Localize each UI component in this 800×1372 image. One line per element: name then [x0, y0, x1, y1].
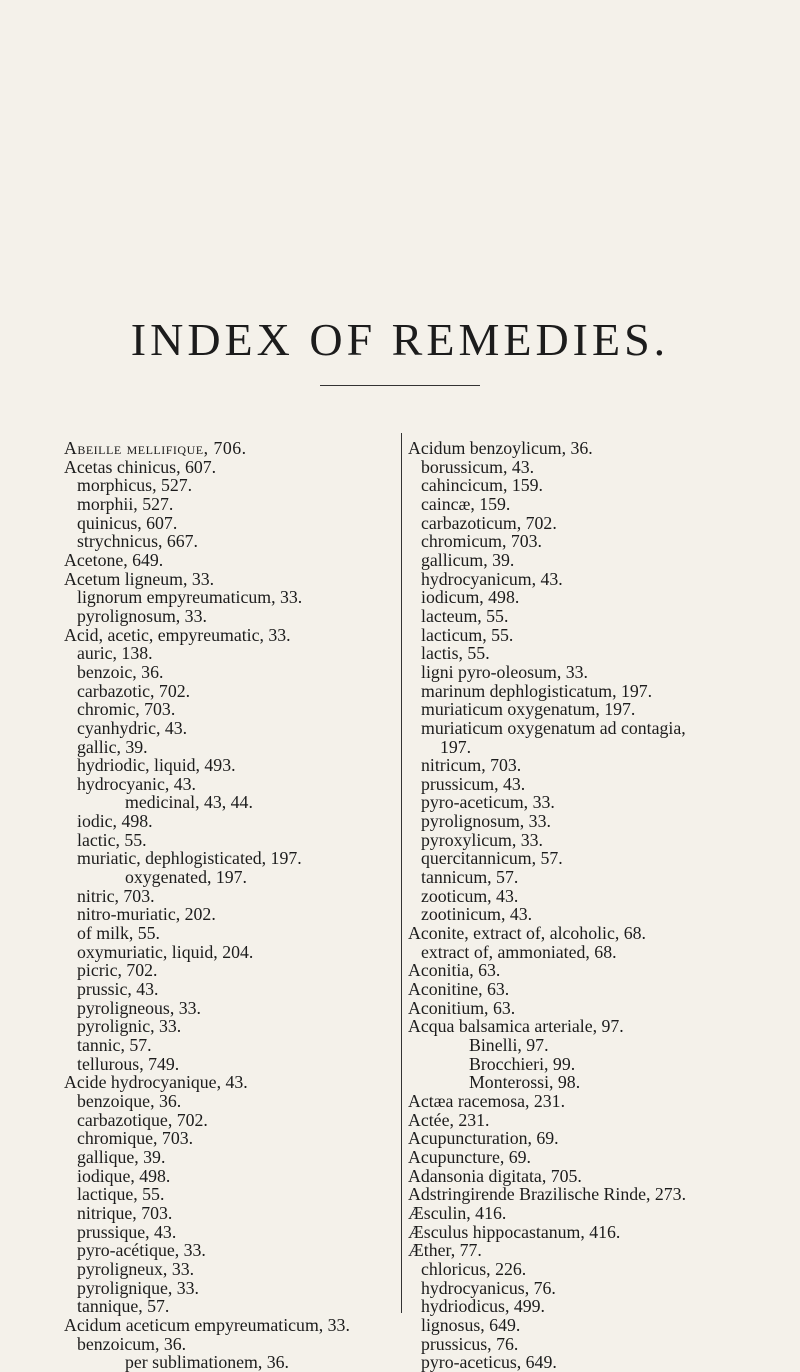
index-column-left: [64, 439, 394, 1372]
index-entry: oxymuriatic, liquid, 204.: [77, 941, 254, 962]
index-entry: gallicum, 39.: [421, 549, 515, 570]
index-entry: Abeille mellifique, 706.: [64, 438, 247, 458]
index-entry: cyanhydric, 43.: [77, 717, 188, 738]
index-entry: borussicum, 43.: [421, 456, 535, 477]
index-entry: chloricus, 226.: [421, 1258, 527, 1279]
index-entry: carbazoticum, 702.: [421, 512, 557, 533]
index-entry: marinum dephlogisticatum, 197.: [421, 680, 653, 701]
index-entry: nitric, 703.: [77, 885, 155, 906]
index-entry: benzoicum, 36.: [77, 1333, 187, 1354]
index-entry: carbazotique, 702.: [77, 1109, 208, 1130]
index-entry: extract of, ammoniated, 68.: [421, 941, 617, 962]
index-entry: per sublimationem, 36.: [125, 1352, 289, 1372]
index-entry: hydriodicus, 499.: [421, 1296, 545, 1317]
index-entry: hydrocyanicus, 76.: [421, 1277, 556, 1298]
index-entry: nitrique, 703.: [77, 1202, 173, 1223]
index-entry: Acide hydrocyanique, 43.: [64, 1072, 248, 1093]
index-entry: chromic, 703.: [77, 699, 176, 720]
index-entry: carbazotic, 702.: [77, 680, 191, 701]
index-entry: tannique, 57.: [77, 1296, 170, 1317]
index-entry: prussicum, 43.: [421, 773, 526, 794]
index-entry: Æther, 77.: [408, 1240, 482, 1261]
index-entry: Adansonia digitata, 705.: [408, 1165, 582, 1186]
index-entry: Binelli, 97.: [469, 1035, 549, 1055]
index-entry: Aconitium, 63.: [408, 997, 516, 1018]
index-entry: iodic, 498.: [77, 811, 153, 832]
index-entry: Actée, 231.: [408, 1109, 490, 1130]
index-entry: Acidum benzoylicum, 36.: [408, 438, 593, 458]
index-entry: quercitannicum, 57.: [421, 848, 563, 869]
index-entry: morphii, 527.: [77, 493, 174, 514]
index-entry: morphicus, 527.: [77, 475, 193, 496]
index-entry: pyroxylicum, 33.: [421, 829, 543, 850]
index-entry: Acetum ligneum, 33.: [64, 568, 215, 589]
index-entry: Æsculin, 416.: [408, 1202, 507, 1223]
index-entry: cahincicum, 159.: [421, 475, 543, 496]
index-entry: lactic, 55.: [77, 829, 147, 850]
index-entry: strychnicus, 667.: [77, 531, 198, 552]
index-entry: muriaticum oxygenatum ad contagia,: [421, 717, 686, 738]
index-entry: pyrolignique, 33.: [77, 1277, 199, 1298]
index-entry: pyrolignosum, 33.: [421, 811, 551, 832]
index-entry: oxygenated, 197.: [125, 867, 247, 888]
index-entry: Adstringirende Brazilische Rinde, 273.: [408, 1184, 687, 1205]
index-entry: zooticum, 43.: [421, 885, 519, 906]
index-entry: pyro-aceticus, 649.: [421, 1352, 557, 1372]
index-entry: gallique, 39.: [77, 1146, 166, 1167]
index-entry: of milk, 55.: [77, 923, 160, 944]
title-rule: [320, 385, 480, 386]
index-entry: iodicum, 498.: [421, 587, 520, 608]
index-entry: hydrocyanicum, 43.: [421, 568, 563, 589]
index-entry: Actæa racemosa, 231.: [408, 1090, 566, 1111]
index-entry: zootinicum, 43.: [421, 904, 533, 925]
index-entry: hydriodic, liquid, 493.: [77, 755, 236, 776]
index-entry: pyroligneous, 33.: [77, 997, 201, 1018]
index-entry: lacteum, 55.: [421, 605, 509, 626]
index-entry: pyro-aceticum, 33.: [421, 792, 555, 813]
index-entry: chromique, 703.: [77, 1128, 194, 1149]
index-entry: Aconitine, 63.: [408, 979, 510, 1000]
index-entry: nitricum, 703.: [421, 755, 522, 776]
index-entry: prussic, 43.: [77, 979, 159, 1000]
index-entry: medicinal, 43, 44.: [125, 792, 253, 813]
index-entry: pyrolignosum, 33.: [77, 605, 207, 626]
index-entry: chromicum, 703.: [421, 531, 542, 552]
index-entry: lactis, 55.: [421, 643, 490, 664]
index-entry: Acupuncture, 69.: [408, 1146, 531, 1167]
index-entry: tellurous, 749.: [77, 1053, 180, 1074]
index-entry: prussique, 43.: [77, 1221, 177, 1242]
index-column-right: [408, 439, 768, 1372]
index-entry: 197.: [440, 736, 472, 757]
index-entry: Brocchieri, 99.: [469, 1053, 576, 1074]
index-entry: Acetone, 649.: [64, 549, 164, 570]
index-entry: lignorum empyreumaticum, 33.: [77, 587, 303, 608]
index-entry: auric, 138.: [77, 643, 153, 664]
column-divider: [401, 433, 402, 1313]
index-entry: pyroligneux, 33.: [77, 1258, 195, 1279]
index-entry: tannicum, 57.: [421, 867, 519, 888]
index-entry: benzoic, 36.: [77, 661, 164, 682]
index-entry: caincæ, 159.: [421, 493, 511, 514]
index-entry: Monterossi, 98.: [469, 1072, 581, 1093]
index-entry: quinicus, 607.: [77, 512, 178, 533]
index-entry: prussicus, 76.: [421, 1333, 519, 1354]
index-entry: benzoique, 36.: [77, 1090, 182, 1111]
index-entry: muriatic, dephlogisticated, 197.: [77, 848, 302, 869]
index-entry: Acetas chinicus, 607.: [64, 456, 217, 477]
index-entry: lacticum, 55.: [421, 624, 514, 645]
page-title: INDEX OF REMEDIES.: [130, 313, 670, 365]
index-entry: pyrolignic, 33.: [77, 1016, 182, 1037]
index-entry: iodique, 498.: [77, 1165, 171, 1186]
index-entry: Acupuncturation, 69.: [408, 1128, 559, 1149]
index-entry: tannic, 57.: [77, 1035, 152, 1055]
index-entry: Acqua balsamica arteriale, 97.: [408, 1016, 624, 1037]
index-entry: lignosus, 649.: [421, 1314, 521, 1335]
index-entry: Æsculus hippocastanum, 416.: [408, 1221, 621, 1242]
index-entry: muriaticum oxygenatum, 197.: [421, 699, 636, 720]
index-entry: Aconitia, 63.: [408, 960, 501, 981]
index-entry: Acid, acetic, empyreumatic, 33.: [64, 624, 291, 645]
index-entry: ligni pyro-oleosum, 33.: [421, 661, 588, 682]
index-entry: gallic, 39.: [77, 736, 148, 757]
index-entry: nitro-muriatic, 202.: [77, 904, 216, 925]
index-entry: Aconite, extract of, alcoholic, 68.: [408, 923, 646, 944]
index-entry: Acidum aceticum empyreumaticum, 33.: [64, 1314, 350, 1335]
index-entry: pyro-acétique, 33.: [77, 1240, 206, 1261]
index-entry: lactique, 55.: [77, 1184, 165, 1205]
index-entry: hydrocyanic, 43.: [77, 773, 196, 794]
index-entry: picric, 702.: [77, 960, 158, 981]
